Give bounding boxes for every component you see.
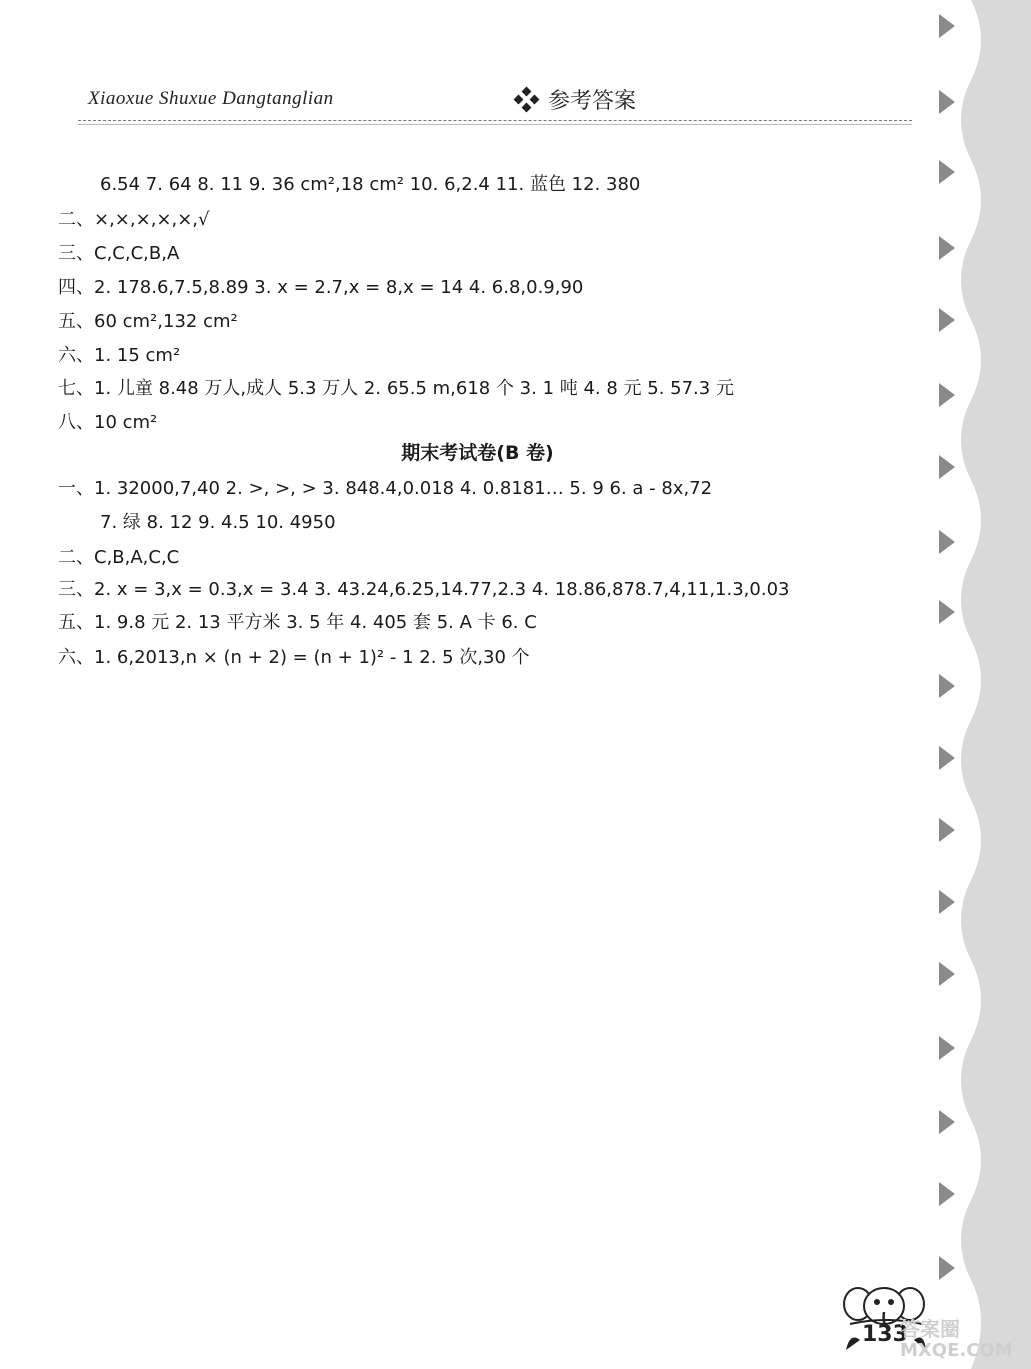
answer-line-a8: 八、10 cm² — [58, 412, 158, 433]
answer-line-a2: 二、×,×,×,×,×,√ — [58, 209, 210, 230]
answer-line-b1: 一、1. 32000,7,40 2. >, >, > 3. 848.4,0.018 4. 0.8181… 5. 9 6. a - 8x,72 — [58, 478, 713, 499]
answer-line-a4: 四、2. 178.6,7.5,8.89 3. x = 2.7,x = 8,x = 14 4. 6.8,0.9,90 — [58, 277, 584, 298]
answer-line-a7: 七、1. 儿童 8.48 万人,成人 5.3 万人 2. 65.5 m,618 个 3. 1 吨 4. 8 元 5. 57.3 元 — [58, 378, 734, 399]
answer-line-b5: 五、1. 9.8 元 2. 13 平方米 3. 5 年 4. 405 套 5. A 卡 6. C — [58, 612, 537, 633]
header-right — [514, 84, 636, 115]
section-title-b: 期末考试卷(B 卷) — [401, 442, 554, 464]
page-number: 133 — [862, 1322, 908, 1347]
diamond-cluster-icon — [514, 87, 540, 113]
watermark-line1: 答案圈 — [900, 1317, 960, 1341]
answer-line-b6: 六、1. 6,2013,n × (n + 2) = (n + 1)² - 1 2. 5 次,30 个 — [58, 647, 530, 668]
decorative-border-strip — [931, 0, 1031, 1369]
header-rule-secondary — [78, 124, 912, 125]
header-right-title: 参考答案 — [548, 89, 637, 114]
answer-line-b2: 7. 绿 8. 12 9. 4.5 10. 4950 — [100, 512, 336, 533]
answer-line-a5: 五、60 cm²,132 cm² — [58, 311, 238, 332]
watermark — [900, 1318, 1013, 1362]
answer-line-b4: 三、2. x = 3,x = 0.3,x = 3.4 3. 43.24,6.25,14.77,2.3 4. 18.86,878.7,4,11,1.3,0.03 — [58, 579, 790, 600]
answer-line-a1: 6.54 7. 64 8. 11 9. 36 cm²,18 cm² 10. 6,2.4 11. 蓝色 12. 380 — [100, 174, 641, 195]
answer-line-a3: 三、C,C,C,B,A — [58, 243, 180, 264]
header-rule — [78, 120, 912, 121]
answer-line-a6: 六、1. 15 cm² — [58, 345, 181, 366]
watermark-line2: MXQE.COM — [900, 1340, 1013, 1361]
answer-line-b3: 二、C,B,A,C,C — [58, 547, 180, 568]
header-left-title: Xiaoxue Shuxue Dangtanglian — [88, 88, 334, 109]
